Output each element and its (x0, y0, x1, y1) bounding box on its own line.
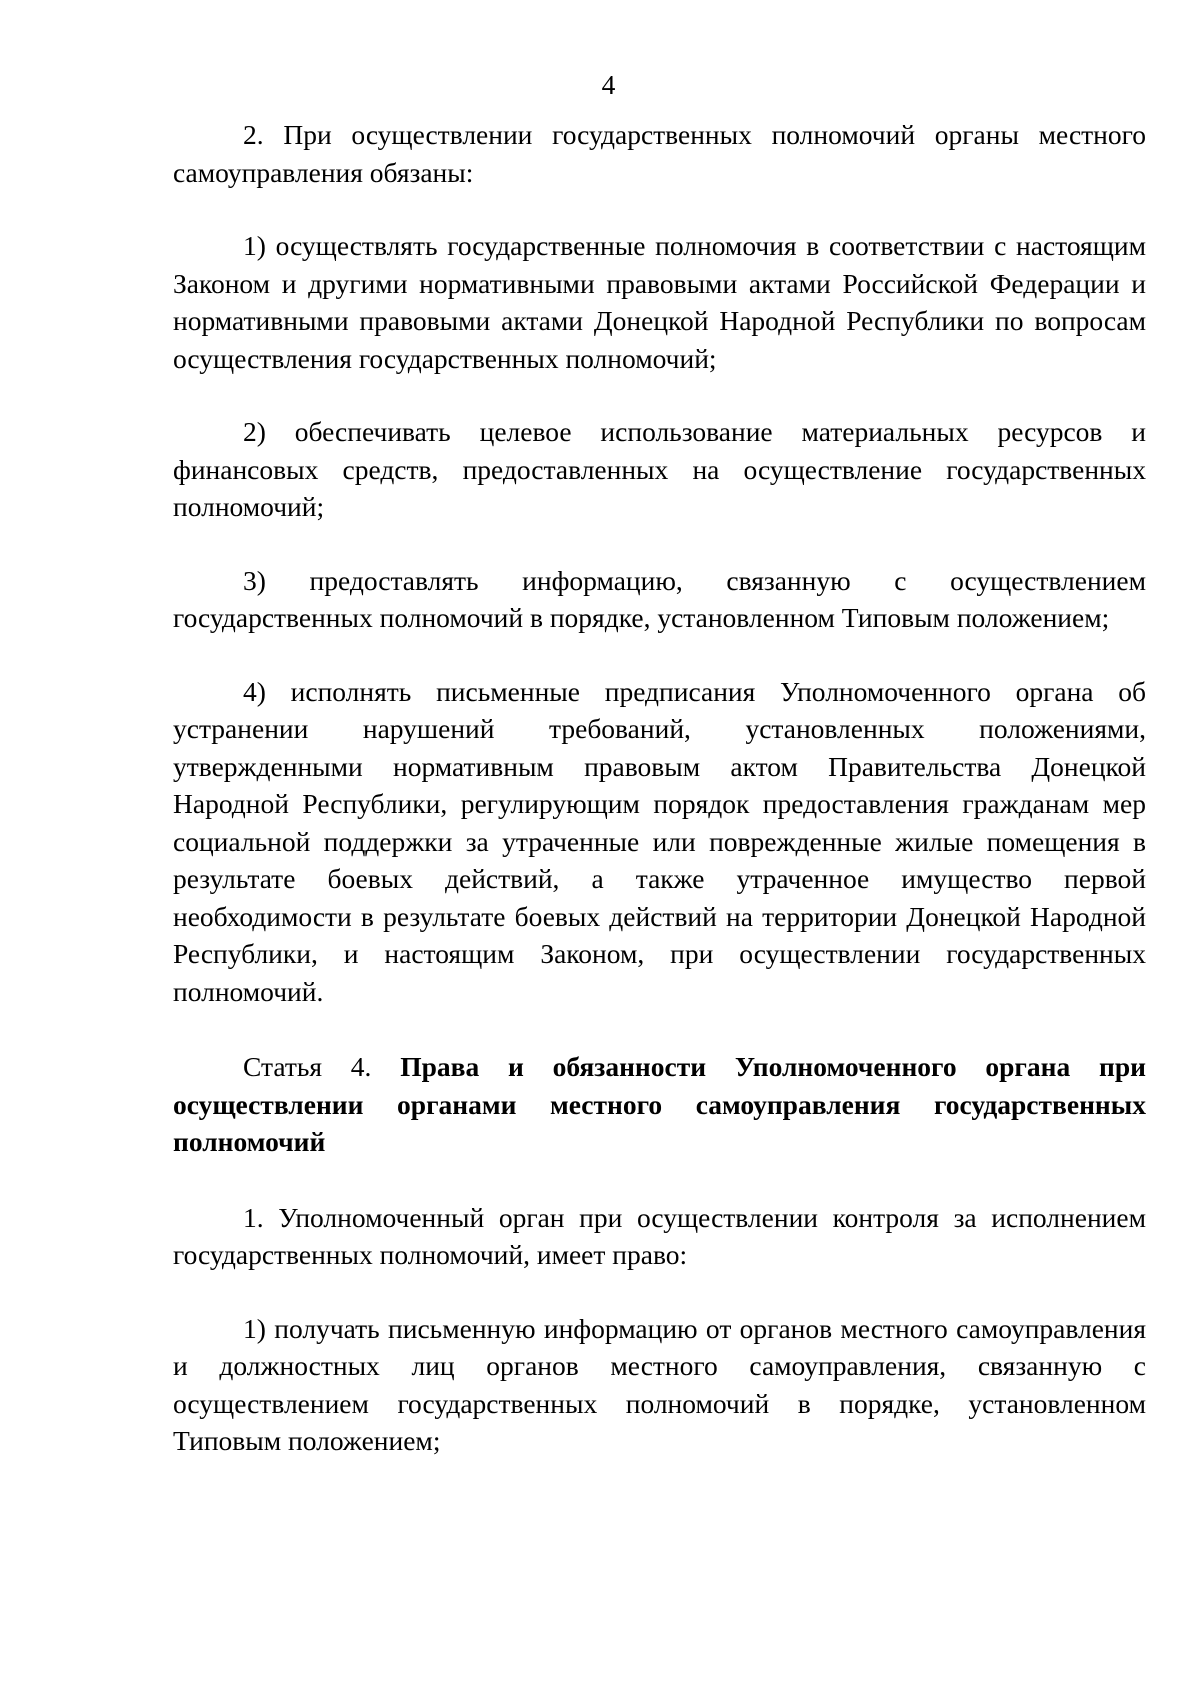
paragraph-obligation-3: 3) предоставлять информацию, связанную с осуществлением государственных полномочий в порядке, установленном Типовым положением; (173, 564, 1146, 633)
paragraph-right-1: 1) получать письменную информацию от органов местного самоуправления и должностных лиц органов местного самоуправления, связанную с осуществлением государственных полномочий в порядке, установленном Типовым положением; (173, 1312, 1146, 1456)
article-heading (173, 1048, 1146, 1161)
paragraph-obligation-2: 2) обеспечивать целевое использование материальных ресурсов и финансовых средств, предоставленных на осуществление государственных полномочий; (173, 416, 1146, 522)
article-title: Права и обязанности Уполномоченного органа при осуществлении органами местного самоуправления государственных полномочий (173, 1051, 1146, 1157)
page-number: 4 (601, 69, 616, 100)
paragraph-rights-intro: 1. Уполномоченный орган при осуществлении контроля за исполнением государственных полномочий, имеет право: (173, 1201, 1146, 1270)
document-body (173, 116, 1146, 1460)
paragraph-obligation-1: 1) осуществлять государственные полномочия в соответствии с настоящим Законом и другими нормативными правовыми актами Российской Федерации и нормативными правовыми актами Донецкой Народной Республики по вопросам осуществления государственных полномочий; (173, 230, 1146, 374)
paragraph-obligations-intro: 2. При осуществлении государственных полномочий органы местного самоуправления обязаны: (173, 119, 1146, 188)
article-prefix: Статья 4. (243, 1051, 401, 1082)
paragraph-obligation-4: 4) исполнять письменные предписания Уполномоченного органа об устранении нарушений требований, установленных положениями, утвержденными нормативным правовым актом Правительства Донецкой Народной Республики, регулирующим порядок предоставления гражданам мер социальной поддержки за утраченные или поврежденные жилые помещения в результате боевых действий, а также утраченное имущество первой необходимости в результате боевых действий на территории Донецкой Народной Республики, и настоящим Законом, при осуществлении государственных полномочий. (173, 675, 1146, 1007)
